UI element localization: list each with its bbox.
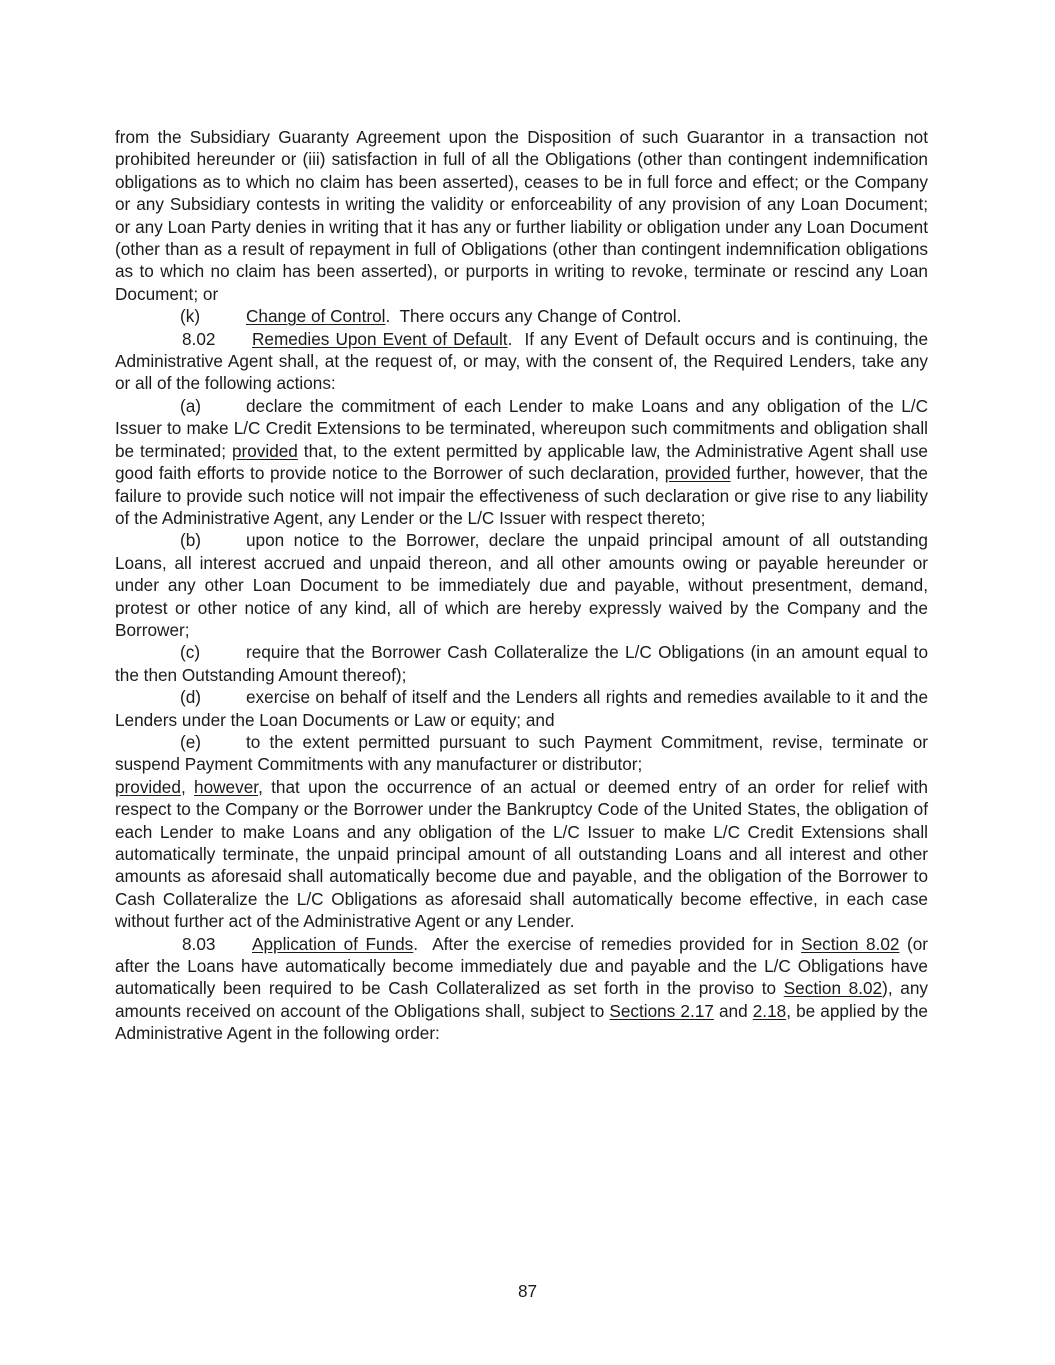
text-run: declare the commitment of each Lender to make Loans and any obligation of the L/C Issuer to make L/C Credit Extensions to be terminated, whereupon such commitments and obligation shall be terminated; bbox=[115, 395, 928, 461]
clause-k-label: (k) bbox=[180, 306, 201, 327]
section-8-02 bbox=[115, 328, 928, 395]
section-8-02-number: 8.02 bbox=[182, 328, 216, 349]
underlined-term: Change of Control bbox=[246, 306, 386, 327]
underlined-term: Section 8.02 bbox=[801, 933, 900, 954]
text-run: upon notice to the Borrower, declare the unpaid principal amount of all outstanding Loans, all interest accrued and unpaid thereon, and all other amounts owing or payable hereunder or under any other Loan Document to be immediately due and payable, without presentment, demand, protest or other notice of any kind, all of which are hereby expressly waived by the Company and the Borrower; bbox=[115, 530, 928, 640]
clause-b bbox=[115, 529, 928, 641]
document-body bbox=[115, 0, 928, 1045]
underlined-term: however bbox=[194, 776, 259, 797]
clause-a bbox=[115, 395, 928, 529]
text-run: . There occurs any Change of Control. bbox=[385, 306, 682, 327]
underlined-term: provided bbox=[231, 440, 298, 461]
paragraph-text bbox=[115, 777, 928, 931]
section-8-03 bbox=[115, 933, 928, 1045]
text-run: , that upon the occurrence of an actual or deemed entry of an order for relief with respect to the Company or the Borrower under the Bankruptcy Code of the United States, the obligation of each Lender to make Loans and any obligation of the L/C Issuer to make L/C Credit Extensions shall automatically terminate, the unpaid principal amount of all outstanding Loans and all interest and other amounts as aforesaid shall automatically become due and payable, and the obligation of the Borrower to Cash Collateralize the L/C Obligations as aforesaid shall automatically become effective, in each case without further act of the Administrative Agent or any Lender. bbox=[115, 776, 928, 932]
text-run: require that the Borrower Cash Collateralize the L/C Obligations (in an amount equal to the then Outstanding Amount thereof); bbox=[115, 642, 928, 685]
text-run: , be applied by the Administrative Agent in the following order: bbox=[115, 1000, 928, 1044]
clause-d bbox=[115, 686, 928, 731]
text-run: , bbox=[180, 776, 195, 797]
paragraph-text bbox=[115, 127, 928, 304]
clause-e-label: (e) bbox=[180, 731, 202, 752]
paragraph-text bbox=[246, 306, 681, 326]
clause-a-label: (a) bbox=[180, 395, 202, 416]
clause-d-label: (d) bbox=[180, 687, 202, 708]
clause-c bbox=[115, 641, 928, 686]
text-run: that, to the extent permitted by applicable law, the Administrative Agent shall use good faith efforts to provide notice to the Borrower of such declaration, bbox=[115, 440, 928, 484]
text-run: to the extent permitted pursuant to such Payment Commitment, revise, terminate or suspend Payment Commitments with any manufacturer or distributor; bbox=[115, 731, 928, 775]
underlined-term: provided bbox=[115, 776, 181, 797]
text-run: exercise on behalf of itself and the Lenders all rights and remedies available to it and the Lenders under the Loan Documents or Law or equity; and bbox=[115, 687, 928, 730]
clause-c-label: (c) bbox=[180, 642, 201, 663]
text-run: ), any amounts received on account of the Obligations shall, subject to bbox=[115, 978, 928, 1021]
underlined-term: Remedies Upon Event of Default bbox=[252, 328, 508, 349]
section-8-03-number: 8.03 bbox=[182, 933, 216, 954]
text-run: . If any Event of Default occurs and is continuing, the Administrative Agent shall, at the request of, or may, with the consent of, the Required Lenders, take any or all of the following actions: bbox=[115, 328, 929, 394]
clause-k bbox=[115, 305, 928, 327]
text-run: further, however, that the failure to provide such notice will not impair the effectiveness of such declaration or give rise to any liability of the Administrative Agent, any Lender or the L/C Issuer with respect thereto; bbox=[115, 463, 928, 528]
underlined-term: Section 8.02 bbox=[783, 978, 883, 999]
clause-e bbox=[115, 731, 928, 776]
underlined-term: provided bbox=[664, 463, 731, 484]
text-run: (or after the Loans have automatically become immediately due and payable and the L/C Obligations have automatically been required to be Cash Collateralized as set forth in the proviso to bbox=[115, 933, 928, 999]
text-run: . After the exercise of remedies provided for in bbox=[413, 933, 802, 954]
clause-b-label: (b) bbox=[180, 530, 202, 551]
proviso-paragraph bbox=[115, 776, 928, 933]
underlined-term: 2.18 bbox=[752, 1000, 787, 1021]
underlined-term: Sections 2.17 bbox=[609, 1000, 714, 1021]
text-run: from the Subsidiary Guaranty Agreement upon the Disposition of such Guarantor in a transaction not prohibited hereunder or (iii) satisfaction in full of all the Obligations (other than contingent indemnification obligations as to which no claim has been asserted), ceases to be in full force and effect; or the Company or any Subsidiary contests in writing the validity or enforceability of any provision of any Loan Document; or any Loan Party denies in writing that it has any or further liability or obligation under any Loan Document (other than as a result of repayment in full of Obligations (other than contingent indemnification obligations as to which no claim has been asserted), or purports in writing to revoke, terminate or rescind any Loan Document; or bbox=[115, 127, 928, 304]
text-run: and bbox=[713, 1000, 753, 1021]
underlined-term: Application of Funds bbox=[252, 933, 414, 954]
page-number: 87 bbox=[517, 1281, 538, 1301]
paragraph-continuation bbox=[115, 126, 928, 305]
